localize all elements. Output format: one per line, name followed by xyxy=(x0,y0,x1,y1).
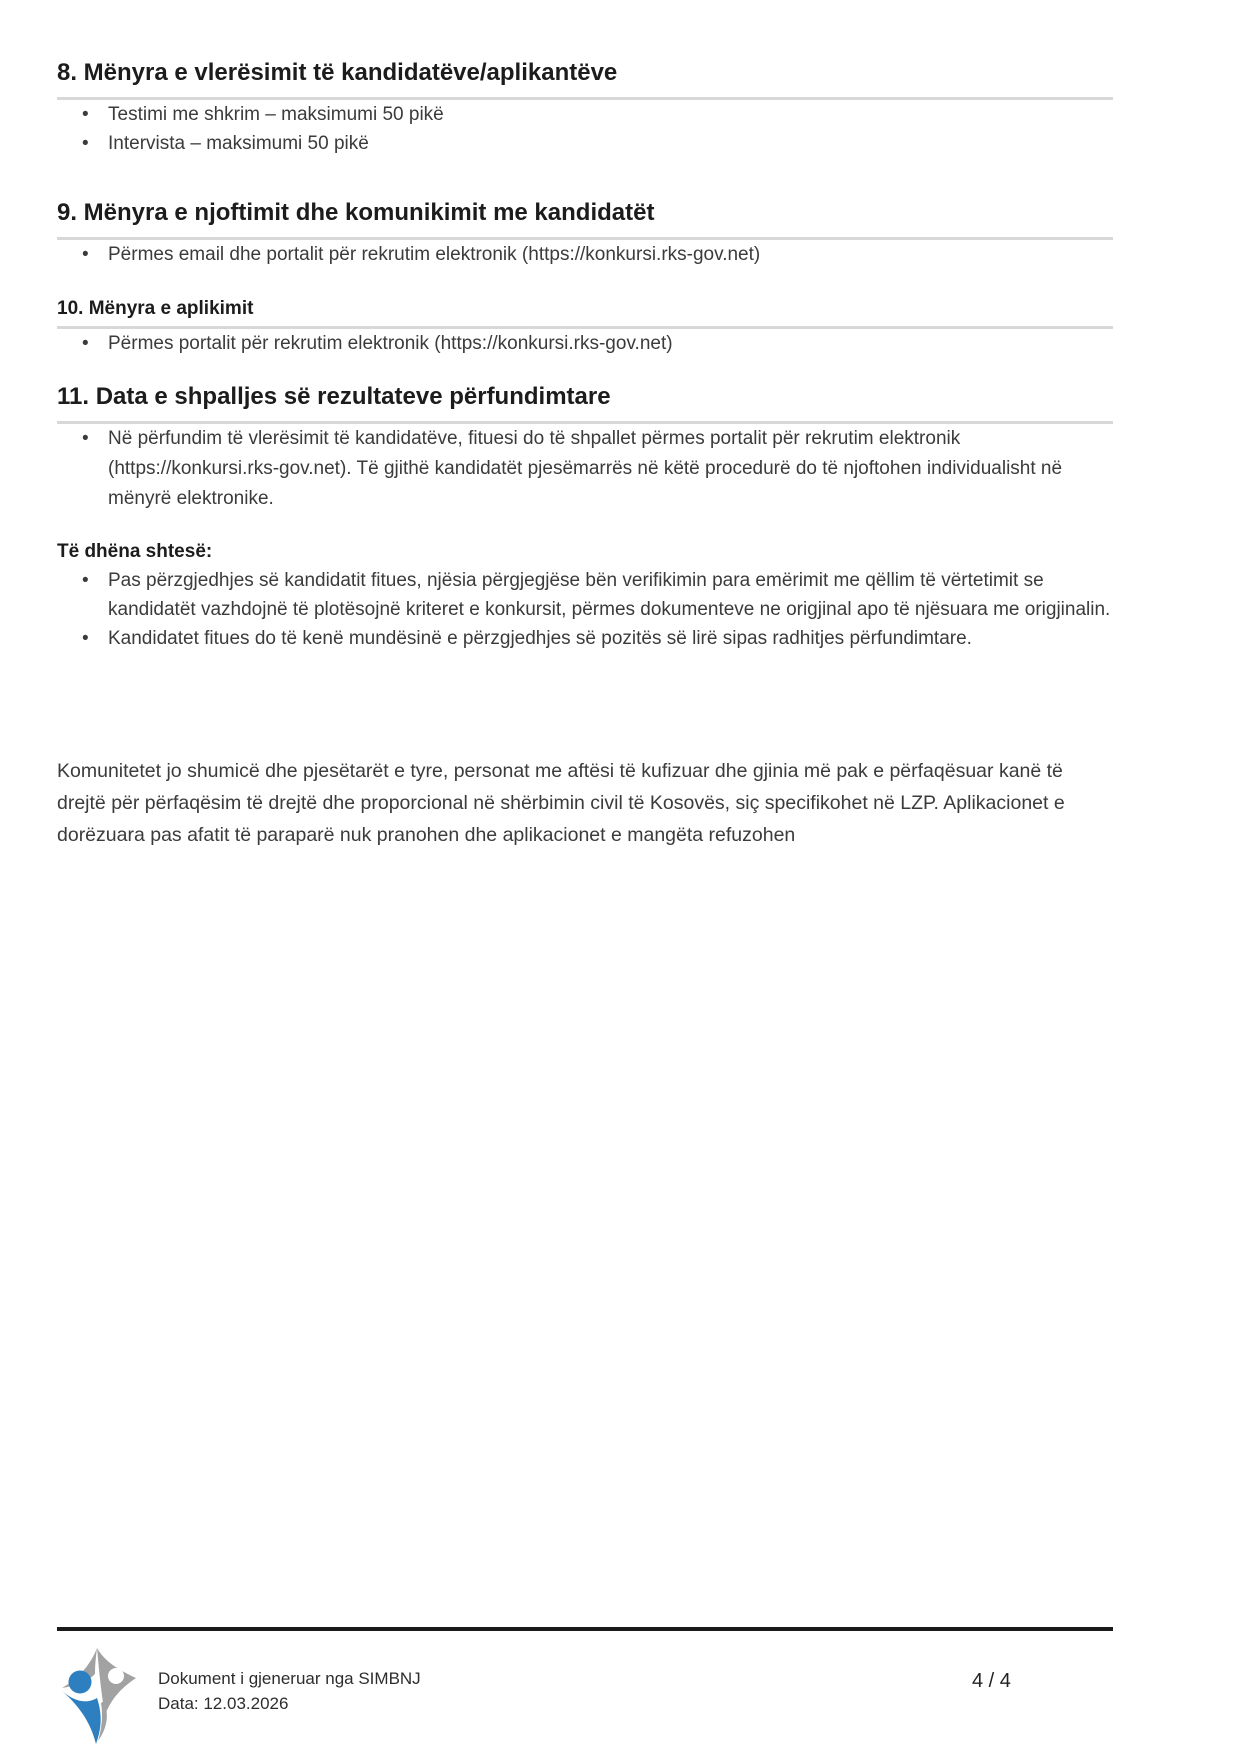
closing-paragraph: Komunitetet jo shumicë dhe pjesëtarët e tyre, personat me aftësi të kufizuar dhe gjinia më pak e përfaqësuar kanë të drejtë për përfaqësim të drejtë dhe proporcional në shërbimin civil të Kosovës, siç specifikohet në LZP. Aplikacionet e dorëzuara pas afatit të paraparë nuk pranohen dhe aplikacionet e mangëta refuzohen xyxy=(57,760,1065,846)
bullet-item: • Intervista – maksimumi 50 pikë xyxy=(57,129,1113,158)
footer-date-text: Data: 12.03.2026 xyxy=(158,1694,289,1713)
footer-generated-text: Dokument i gjeneruar nga SIMBNJ xyxy=(158,1669,421,1688)
page-number: 4 / 4 xyxy=(972,1670,1011,1692)
section-10-bullet-list xyxy=(57,329,1113,358)
bullet-item: • Në përfundim të vlerësimit të kandidatëve, fituesi do të shpallet përmes portalit për rekrutim elektronik (https://konkursi.rks-gov.net). Të gjithë kandidatët pjesëmarrës në këtë procedurë do të njoftohen individualisht në mënyrë elektronike. xyxy=(57,424,1113,514)
bullet-item: • Testimi me shkrim – maksimumi 50 pikë xyxy=(57,100,1113,129)
footer-meta xyxy=(158,1666,421,1716)
section-10-heading: 10. Mënyra e aplikimit xyxy=(57,297,1113,329)
bullet-item: • Përmes portalit për rekrutim elektronik (https://konkursi.rks-gov.net) xyxy=(57,329,1113,358)
section-9-heading: 9. Mënyra e njoftimit dhe komunikimit me kandidatët xyxy=(57,198,1113,240)
section-8-bullet-list xyxy=(57,100,1113,158)
simbnj-logo-icon xyxy=(57,1646,141,1746)
section-9-bullet-list xyxy=(57,240,1113,269)
document-page-content xyxy=(57,58,1113,851)
additional-info-heading: Të dhëna shtesë: xyxy=(57,541,213,562)
section-11-bullet-list xyxy=(57,424,1113,514)
additional-info-bullet-list xyxy=(57,566,1113,653)
bullet-item: • Pas përzgjedhjes së kandidatit fitues, njësia përgjegjëse bën verifikimin para emërimit me qëllim të vërtetimit se kandidatët vazhdojnë të plotësojnë kriteret e konkursit, përmes dokumenteve ne origjinal apo të njësuara me origjinalin. xyxy=(57,566,1113,624)
section-8-heading: 8. Mënyra e vlerësimit të kandidatëve/aplikantëve xyxy=(57,58,1113,100)
bullet-item: • Përmes email dhe portalit për rekrutim elektronik (https://konkursi.rks-gov.net) xyxy=(57,240,1113,269)
footer-divider xyxy=(57,1627,1113,1631)
bullet-item: • Kandidatet fitues do të kenë mundësinë e përzgjedhjes së pozitës së lirë sipas radhitjes përfundimtare. xyxy=(57,624,1113,653)
section-11-heading: 11. Data e shpalljes së rezultateve përfundimtare xyxy=(57,382,1113,424)
